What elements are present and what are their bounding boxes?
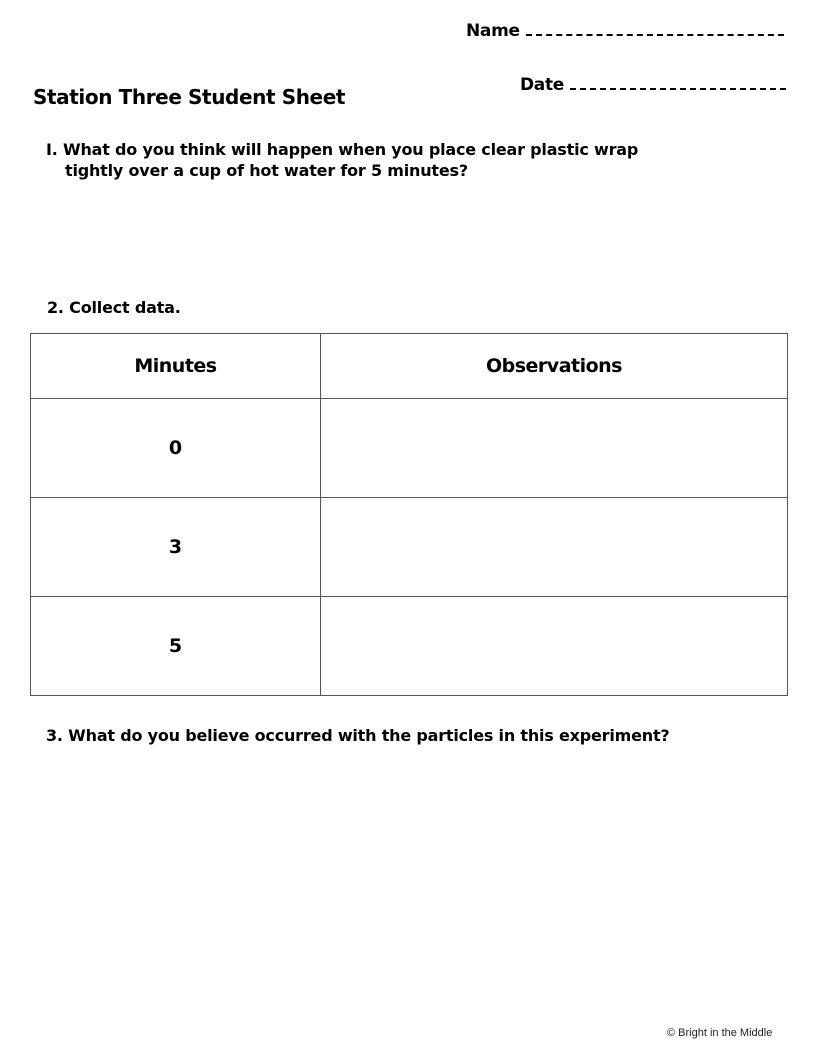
date-field[interactable] <box>520 75 786 95</box>
table-row <box>31 498 788 597</box>
question-1-line-1: I. What do you think will happen when you place clear plastic wrap <box>46 140 639 159</box>
question-2: 2. Collect data. <box>47 298 181 317</box>
observations-cell[interactable] <box>321 399 788 498</box>
observations-cell[interactable] <box>321 498 788 597</box>
name-blank-line[interactable] <box>526 22 784 36</box>
question-3: 3. What do you believe occurred with the particles in this experiment? <box>46 726 670 745</box>
minutes-cell: 0 <box>31 399 321 498</box>
date-blank-line[interactable] <box>570 76 786 90</box>
question-1-line-2: tightly over a cup of hot water for 5 minutes? <box>65 161 468 180</box>
minutes-cell: 5 <box>31 597 321 696</box>
date-label: Date <box>520 75 565 95</box>
header-observations: Observations <box>321 334 788 399</box>
observations-cell[interactable] <box>321 597 788 696</box>
copyright-footer: © Bright in the Middle <box>667 1027 773 1039</box>
table-row <box>31 399 788 498</box>
table-row <box>31 597 788 696</box>
name-field[interactable] <box>466 21 784 41</box>
data-table <box>30 333 788 696</box>
question-1 <box>46 139 638 181</box>
name-label: Name <box>466 21 520 41</box>
header-minutes: Minutes <box>31 334 321 399</box>
minutes-cell: 3 <box>31 498 321 597</box>
page-title: Station Three Student Sheet <box>33 85 346 109</box>
table-header-row <box>31 334 788 399</box>
